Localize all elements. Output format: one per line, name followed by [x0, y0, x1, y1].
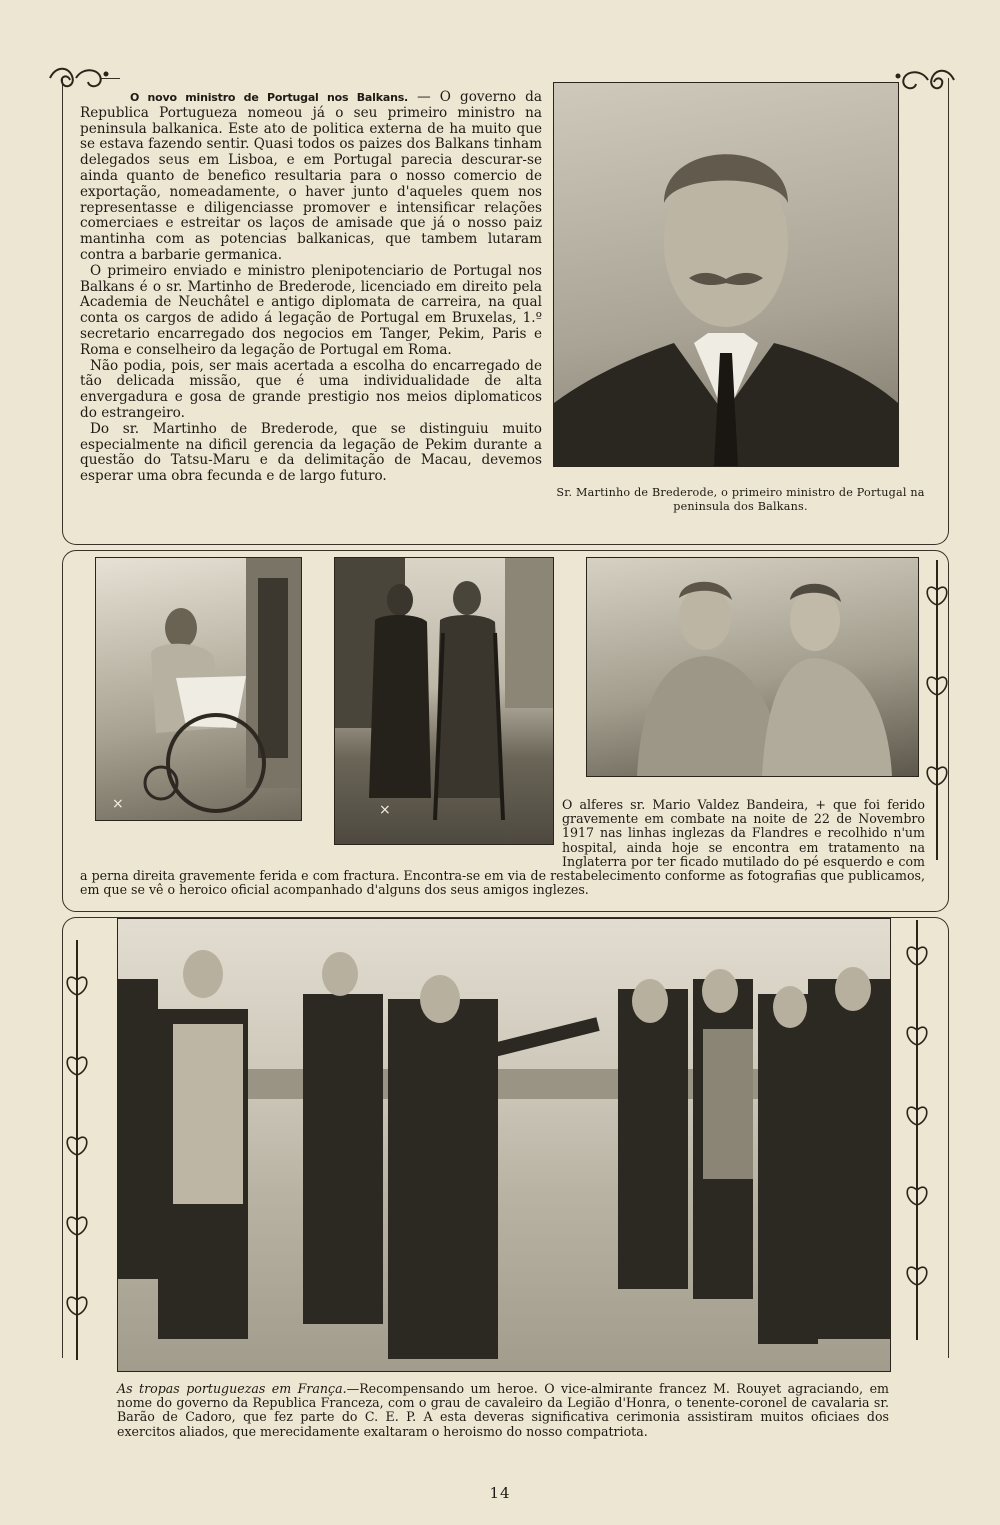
ceremony-caption — [117, 1382, 889, 1439]
article-paragraph-1: — O governo da Republica Portugueza nomeou já o seu primeiro ministro na peninsula balkanica. Este ato de politica externa de ha muito que se estava fazendo sentir. Quasi todos os paizes dos Balkans tinham delegados seus em Lisboa, e em Portugal parecia descurar-se ainda quanto de benefico resultaria para o nosso comercio de exportação, nomeadamente, o haver junto d'aqueles quem nos representasse e diligenciasse promover e intensificar relações comerciaes e estreitar os laços de amisade que já o nosso paiz mantinha com as potencias balkanicas, que tambem lutaram contra a barbarie germanica. — [80, 89, 542, 263]
photo-ceremony-legion-of-honour — [117, 918, 891, 1372]
article-paragraph-2: O primeiro enviado e ministro plenipotenciario de Portugal nos Balkans é o sr. Martinho de Brederode, licenciado em direito pela Academia de Neuchâtel e antigo diplomata de carreira, na qual conta os cargos de adido á legação de Portugal em Bruxelas, 1.º secretario encarregado dos negocios em Tanger, Pekim, Paris e Roma e conselheiro da legação de Portugal em Roma. — [80, 262, 542, 358]
article-headline: O novo ministro de Portugal nos Balkans. — [130, 91, 409, 104]
laurel-spray-left — [60, 940, 94, 1360]
laurel-spray-right-upper — [920, 560, 954, 860]
flourish-ornament-top-left — [46, 64, 112, 92]
ministro-article — [80, 90, 542, 485]
ceremony-caption-text: —Recompensando um heroe. O vice-almirante francez M. Rouyet agraciando, em nome do governo da Republica Franceza, com o grau de cavaleiro da Legião d'Honra, o tenente-coronel de cavalaria sr. Barão de Cadoro, que fez parte do C. E. P. A esta deveras significativa cerimonia assistiram muitos oficiaes dos exercitos aliados, que merecidamente exaltaram o heroismo do nosso compatriota. — [117, 1381, 889, 1439]
officer-caption — [80, 798, 925, 897]
officer-caption-text: O alferes sr. Mario Valdez Bandeira, + que foi ferido gravemente em combate na noite de 22 de Novembro 1917 nas linhas inglezas da Flandres e recolhido n'um hospital, ainda hoje se encontra em tratamento na Inglaterra por ter ficado mutilado do pé esquerdo e com a perna direita gravemente ferida e com fractura. Encontra-se em via de restabelecimento conforme as fotografias que publicamos, em que se vê o heroico oficial acompanhado d'alguns dos seus amigos inglezes. — [80, 797, 925, 898]
ceremony-caption-lead: As tropas portuguezas em França. — [117, 1381, 347, 1396]
photo-mark-cross: × — [379, 802, 391, 818]
photo-officer-wheelchair — [95, 557, 302, 821]
article-paragraph-4: Do sr. Martinho de Brederode, que se distinguiu muito especialmente na dificil gerencia da legação de Pekim durante a questão do Tatsu-Maru e da delimitação de Macau, devemos esperar uma obra fecunda e de largo futuro. — [80, 420, 542, 485]
portrait-caption: Sr. Martinho de Brederode, o primeiro ministro de Portugal na peninsula dos Balkans. — [556, 486, 925, 513]
page-number: 14 — [489, 1484, 511, 1502]
photo-mark-cross: × — [112, 796, 124, 812]
portrait-photo-martinho-de-brederode — [553, 82, 899, 467]
article-paragraph-3: Não podia, pois, ser mais acertada a escolha do encarregado de tão delicada missão, que é uma individualidade de alta envergadura e gosa de grande prestigio nos meios diplomaticos do estrangeiro. — [80, 357, 542, 421]
laurel-spray-right — [900, 920, 934, 1340]
flourish-ornament-top-right — [892, 66, 958, 94]
photo-officer-with-english-friend — [586, 557, 919, 777]
